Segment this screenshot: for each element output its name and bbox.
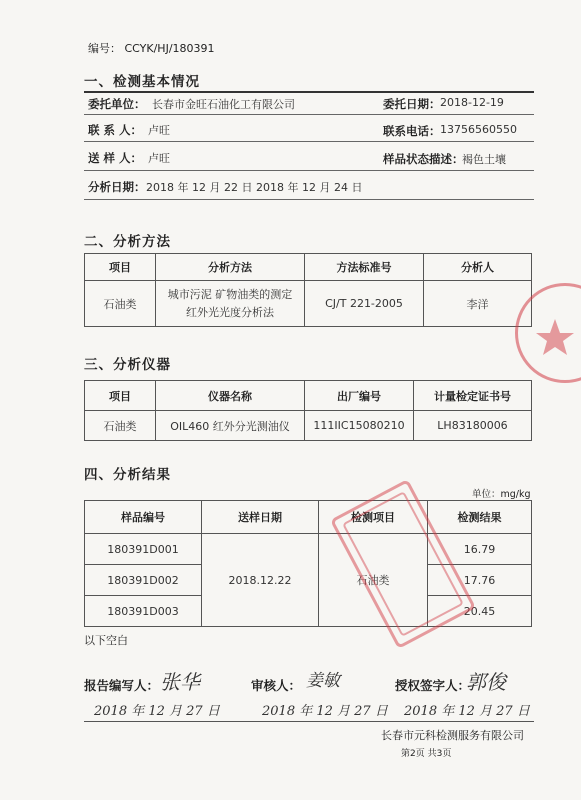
- section3-title: 三、分析仪器: [84, 357, 171, 373]
- result-value: 17.76: [428, 565, 532, 596]
- sender-value: 卢旺: [148, 152, 170, 165]
- instrument-cert: LH83180006: [414, 411, 532, 441]
- commission-date-value: 2018-12-19: [440, 96, 504, 109]
- method-line2: 红外光光度分析法: [186, 305, 274, 319]
- commission-date-label: 委托日期：: [383, 97, 441, 111]
- method-analyst: 李洋: [424, 281, 532, 327]
- sample-id: 180391D002: [85, 565, 202, 596]
- contact-value: 卢旺: [148, 124, 170, 137]
- result-header-date: 送样日期: [202, 501, 319, 534]
- section1-title: 一、检测基本情况: [84, 74, 200, 90]
- reviewer-signature: 姜敏: [306, 671, 340, 691]
- result-header-value: 检测结果: [428, 501, 532, 534]
- instrument-header-serial: 出厂编号: [305, 381, 414, 411]
- method-standard: CJ/T 221-2005: [305, 281, 424, 327]
- instrument-header-name: 仪器名称: [156, 381, 305, 411]
- sample-id: 180391D003: [85, 596, 202, 627]
- row-line: [84, 114, 534, 115]
- method-name: [156, 281, 305, 327]
- result-value: 16.79: [428, 534, 532, 565]
- method-header-item: 项目: [85, 254, 156, 281]
- method-table: [84, 253, 532, 327]
- seal-star-icon: [518, 286, 581, 380]
- instrument-header-cert: 计量检定证书号: [414, 381, 532, 411]
- method-header-analyst: 分析人: [424, 254, 532, 281]
- blank-note: 以下空白: [84, 634, 128, 647]
- section4-title: 四、分析结果: [84, 467, 171, 483]
- writer-label: 报告编写人：: [84, 678, 160, 693]
- writer-date: 2018 年 12 月 27 日: [94, 704, 220, 719]
- analysis-date-label: 分析日期：: [88, 180, 146, 194]
- signature-rule: [84, 721, 534, 722]
- analysis-date-value: 2018 年 12 月 22 日 2018 年 12 月 24 日: [146, 181, 363, 194]
- result-value: 20.45: [428, 596, 532, 627]
- phone-label: 联系电话：: [383, 124, 441, 138]
- method-line1: 城市污泥 矿物油类的测定: [167, 287, 293, 301]
- contact-label: 联 系 人：: [88, 123, 143, 137]
- test-item: 石油类: [319, 534, 428, 627]
- phone-value: 13756560550: [440, 123, 517, 136]
- approver-signature: 郭俊: [466, 670, 506, 694]
- sample-state-label: 样品状态描述：: [383, 152, 464, 166]
- instrument-item: 石油类: [85, 411, 156, 441]
- client-label: 委托单位：: [88, 97, 146, 111]
- report-number: 编号： CCYK/HJ/180391: [88, 42, 215, 55]
- sample-date: 2018.12.22: [202, 534, 319, 627]
- sample-id: 180391D001: [85, 534, 202, 565]
- footer-page: 第2页 共3页: [401, 749, 452, 759]
- section2-title: 二、分析方法: [84, 234, 171, 250]
- instrument-table: [84, 380, 532, 441]
- row-line: [84, 199, 534, 200]
- instrument-name: OIL460 红外分光测油仪: [156, 411, 305, 441]
- result-header-item: 检测项目: [319, 501, 428, 534]
- result-header-id: 样品编号: [85, 501, 202, 534]
- method-header-method: 分析方法: [156, 254, 305, 281]
- row-line: [84, 170, 534, 171]
- instrument-serial: 111IIC15080210: [305, 411, 414, 441]
- footer-company: 长春市元科检测服务有限公司: [381, 729, 524, 742]
- reviewer-date: 2018 年 12 月 27 日: [262, 704, 388, 719]
- writer-signature: 张华: [160, 670, 200, 694]
- unit-label: 单位：mg/kg: [472, 489, 531, 500]
- row-line: [84, 141, 534, 142]
- approver-label: 授权签字人：: [395, 678, 471, 693]
- sender-label: 送 样 人：: [88, 151, 143, 165]
- approver-date: 2018 年 12 月 27 日: [404, 704, 530, 719]
- instrument-header-item: 项目: [85, 381, 156, 411]
- method-item: 石油类: [85, 281, 156, 327]
- sample-state-value: 褐色土壤: [462, 153, 506, 166]
- inspection-seal: [515, 283, 581, 383]
- reviewer-label: 审核人：: [251, 678, 302, 693]
- method-header-standard: 方法标准号: [305, 254, 424, 281]
- client-value: 长春市金旺石油化工有限公司: [152, 98, 295, 111]
- section1-rule: [84, 91, 534, 93]
